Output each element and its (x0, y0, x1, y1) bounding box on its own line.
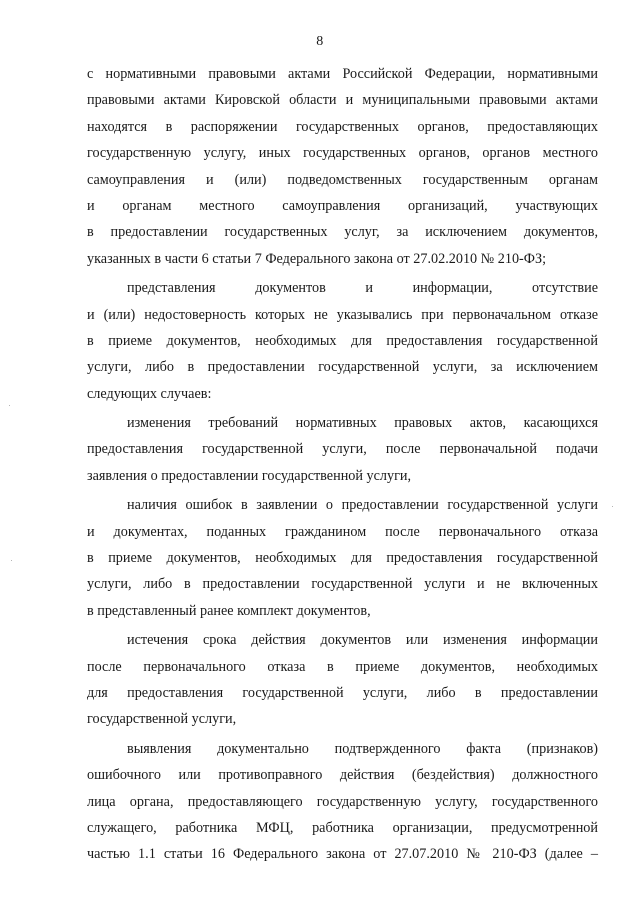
page-number: 8 (316, 34, 324, 49)
document-body (87, 61, 598, 868)
text-line: находятся в распоряжении государственных органов, предоставляющих (87, 118, 598, 135)
paragraph-3 (87, 410, 598, 489)
text-line: представления документов и информации, отсутствие (127, 280, 598, 297)
text-line: ошибочного или противоправного действия (бездействия) должностного (87, 767, 598, 784)
text-line: указанных в части 6 статьи 7 Федерального закона от 27.02.2010 № 210-ФЗ; (87, 250, 547, 267)
scan-speck (11, 560, 12, 561)
text-line: государственной услуги, (87, 711, 237, 728)
text-line: выявления документально подтвержденного факта (признаков) (127, 740, 598, 757)
text-line: служащего, работника МФЦ, работника организации, предусмотренной (87, 819, 598, 836)
text-line: лица органа, предоставляющего государственную услугу, государственного (87, 793, 598, 810)
text-line: в приеме документов, необходимых для предоставления государственной (87, 332, 598, 349)
text-line: заявления о предоставлении государственной услуги, (87, 467, 412, 484)
text-line: наличия ошибок в заявлении о предоставлении государственной услуги (127, 497, 598, 514)
text-line: следующих случаев: (87, 385, 212, 402)
paragraph-6 (87, 736, 598, 868)
paragraph-1 (87, 61, 598, 272)
text-line: услуги, либо в предоставлении государственной услуги и не включенных (87, 576, 598, 593)
text-line: частью 1.1 статьи 16 Федерального закона от 27.07.2010 № 210-ФЗ (далее – (87, 846, 598, 863)
text-line: истечения срока действия документов или изменения информации (127, 632, 598, 649)
text-line: после первоначального отказа в приеме документов, необходимых (87, 658, 598, 675)
text-line: услуги, либо в предоставлении государственной услуги, за исключением (87, 359, 598, 376)
paragraph-5 (87, 627, 598, 733)
text-line: в приеме документов, необходимых для предоставления государственной (87, 550, 598, 567)
text-line: для предоставления государственной услуги, либо в предоставлении (87, 684, 598, 701)
paragraph-4 (87, 492, 598, 624)
text-line: государственную услугу, иных государственных органов, органов местного (87, 145, 598, 162)
paragraph-2 (87, 275, 598, 407)
text-line: с нормативными правовыми актами Российской Федерации, нормативными (87, 66, 598, 82)
text-line: и органам местного самоуправления организаций, участвующих (87, 197, 598, 214)
text-line: изменения требований нормативных правовых актов, касающихся (127, 415, 598, 432)
text-line: предоставления государственной услуги, после первоначальной подачи (87, 441, 598, 458)
scan-speck (612, 506, 613, 507)
text-line: в представленный ранее комплект документов, (87, 602, 371, 619)
text-line: и (или) недостоверность которых не указывались при первоначальном отказе (87, 306, 598, 323)
text-line: и документах, поданных гражданином после первоначального отказа (87, 523, 598, 540)
text-line: в предоставлении государственных услуг, за исключением документов, (87, 224, 598, 241)
text-line: самоуправления и (или) подведомственных государственным органам (87, 171, 598, 188)
scan-speck (9, 405, 10, 406)
text-line: правовыми актами Кировской области и муниципальными правовыми актами (87, 92, 598, 109)
